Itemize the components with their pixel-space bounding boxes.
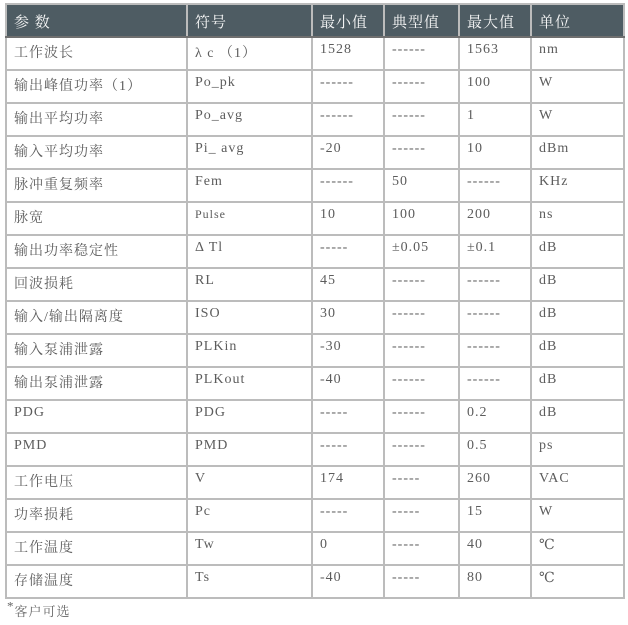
unit-cell: VAC — [531, 466, 624, 499]
typ-cell: ----- — [384, 565, 459, 598]
header-param: 参 数 — [6, 4, 187, 37]
header-unit: 单位 — [531, 4, 624, 37]
footnote-marker: * — [7, 598, 15, 614]
unit-cell: ℃ — [531, 565, 624, 598]
unit-cell: dB — [531, 334, 624, 367]
param-cell: 输出泵浦泄露 — [6, 367, 187, 400]
symbol-cell: PDG — [187, 400, 312, 433]
typ-cell: ----- — [384, 532, 459, 565]
min-cell: ----- — [312, 499, 384, 532]
max-cell: ------ — [459, 334, 531, 367]
unit-cell: W — [531, 103, 624, 136]
max-cell: 1563 — [459, 37, 531, 70]
min-cell: ------ — [312, 70, 384, 103]
typ-cell: 50 — [384, 169, 459, 202]
min-cell: ------ — [312, 103, 384, 136]
typ-cell: ------ — [384, 301, 459, 334]
min-cell: -20 — [312, 136, 384, 169]
min-cell: 1528 — [312, 37, 384, 70]
min-cell: -40 — [312, 565, 384, 598]
table-row — [6, 400, 624, 433]
symbol-cell: Pc — [187, 499, 312, 532]
param-cell: 工作温度 — [6, 532, 187, 565]
unit-cell: dB — [531, 235, 624, 268]
table-row — [6, 202, 624, 235]
max-cell: 100 — [459, 70, 531, 103]
unit-cell: ns — [531, 202, 624, 235]
typ-cell: ----- — [384, 499, 459, 532]
max-cell: 0.2 — [459, 400, 531, 433]
unit-cell: dB — [531, 301, 624, 334]
typ-cell: ----- — [384, 466, 459, 499]
symbol-cell: Tw — [187, 532, 312, 565]
param-cell: 输入平均功率 — [6, 136, 187, 169]
param-cell: 工作波长 — [6, 37, 187, 70]
param-cell: PMD — [6, 433, 187, 466]
max-cell: ------ — [459, 367, 531, 400]
typ-cell: ------ — [384, 136, 459, 169]
max-cell: 80 — [459, 565, 531, 598]
typ-cell: ------ — [384, 400, 459, 433]
min-cell: 10 — [312, 202, 384, 235]
min-cell: -30 — [312, 334, 384, 367]
param-cell: 工作电压 — [6, 466, 187, 499]
min-cell: ------ — [312, 169, 384, 202]
table-row — [6, 565, 624, 598]
unit-cell: W — [531, 70, 624, 103]
unit-cell: KHz — [531, 169, 624, 202]
max-cell: 200 — [459, 202, 531, 235]
param-cell: 输入泵浦泄露 — [6, 334, 187, 367]
max-cell: ±0.1 — [459, 235, 531, 268]
symbol-cell: ISO — [187, 301, 312, 334]
param-cell: 输入/输出隔离度 — [6, 301, 187, 334]
spec-table — [5, 3, 625, 599]
param-cell: 回波损耗 — [6, 268, 187, 301]
header-typ: 典型值 — [384, 4, 459, 37]
param-cell: 输出平均功率 — [6, 103, 187, 136]
max-cell: 1 — [459, 103, 531, 136]
min-cell: 30 — [312, 301, 384, 334]
typ-cell: ------ — [384, 433, 459, 466]
param-cell: 脉冲重复频率 — [6, 169, 187, 202]
table-row — [6, 334, 624, 367]
typ-cell: ------ — [384, 37, 459, 70]
symbol-cell: Fem — [187, 169, 312, 202]
header-max: 最大值 — [459, 4, 531, 37]
unit-cell: dB — [531, 400, 624, 433]
typ-cell: ------ — [384, 367, 459, 400]
max-cell: ------ — [459, 169, 531, 202]
param-cell: PDG — [6, 400, 187, 433]
table-row — [6, 70, 624, 103]
unit-cell: W — [531, 499, 624, 532]
table-row — [6, 433, 624, 466]
max-cell: 0.5 — [459, 433, 531, 466]
typ-cell: ------ — [384, 103, 459, 136]
table-row — [6, 499, 624, 532]
min-cell: 174 — [312, 466, 384, 499]
unit-cell: dB — [531, 367, 624, 400]
header-row — [6, 4, 624, 37]
table-row — [6, 532, 624, 565]
spec-table-header — [6, 4, 624, 37]
table-row — [6, 103, 624, 136]
max-cell: 40 — [459, 532, 531, 565]
unit-cell: dB — [531, 268, 624, 301]
max-cell: ------ — [459, 268, 531, 301]
symbol-cell: Po_pk — [187, 70, 312, 103]
min-cell: ----- — [312, 433, 384, 466]
table-row — [6, 301, 624, 334]
table-row — [6, 169, 624, 202]
param-cell: 功率损耗 — [6, 499, 187, 532]
symbol-cell: Ts — [187, 565, 312, 598]
symbol-cell: λ c （1） — [187, 37, 312, 70]
symbol-cell: Po_avg — [187, 103, 312, 136]
table-row — [6, 235, 624, 268]
symbol-cell: Pi_ avg — [187, 136, 312, 169]
max-cell: ------ — [459, 301, 531, 334]
min-cell: 45 — [312, 268, 384, 301]
typ-cell: ------ — [384, 268, 459, 301]
typ-cell: ±0.05 — [384, 235, 459, 268]
table-row — [6, 466, 624, 499]
symbol-cell: PMD — [187, 433, 312, 466]
typ-cell: 100 — [384, 202, 459, 235]
min-cell: -40 — [312, 367, 384, 400]
max-cell: 260 — [459, 466, 531, 499]
footnote-text: 客户可选 — [14, 604, 71, 619]
table-row — [6, 37, 624, 70]
min-cell: 0 — [312, 532, 384, 565]
unit-cell: nm — [531, 37, 624, 70]
unit-cell: dBm — [531, 136, 624, 169]
header-symbol: 符号 — [187, 4, 312, 37]
max-cell: 10 — [459, 136, 531, 169]
header-min: 最小值 — [312, 4, 384, 37]
table-row — [6, 367, 624, 400]
min-cell: ----- — [312, 235, 384, 268]
table-row — [6, 268, 624, 301]
param-cell: 存储温度 — [6, 565, 187, 598]
symbol-cell: PLKout — [187, 367, 312, 400]
unit-cell: ℃ — [531, 532, 624, 565]
symbol-cell: V — [187, 466, 312, 499]
table-row — [6, 136, 624, 169]
param-cell: 输出峰值功率（1） — [6, 70, 187, 103]
min-cell: ----- — [312, 400, 384, 433]
typ-cell: ------ — [384, 334, 459, 367]
symbol-cell: RL — [187, 268, 312, 301]
param-cell: 输出功率稳定性 — [6, 235, 187, 268]
param-cell: 脉宽 — [6, 202, 187, 235]
max-cell: 15 — [459, 499, 531, 532]
symbol-cell: Δ Tl — [187, 235, 312, 268]
symbol-cell: PLKin — [187, 334, 312, 367]
typ-cell: ------ — [384, 70, 459, 103]
spec-table-body — [6, 37, 624, 598]
footnote — [7, 598, 623, 620]
symbol-cell: Pulse — [187, 202, 312, 235]
unit-cell: ps — [531, 433, 624, 466]
